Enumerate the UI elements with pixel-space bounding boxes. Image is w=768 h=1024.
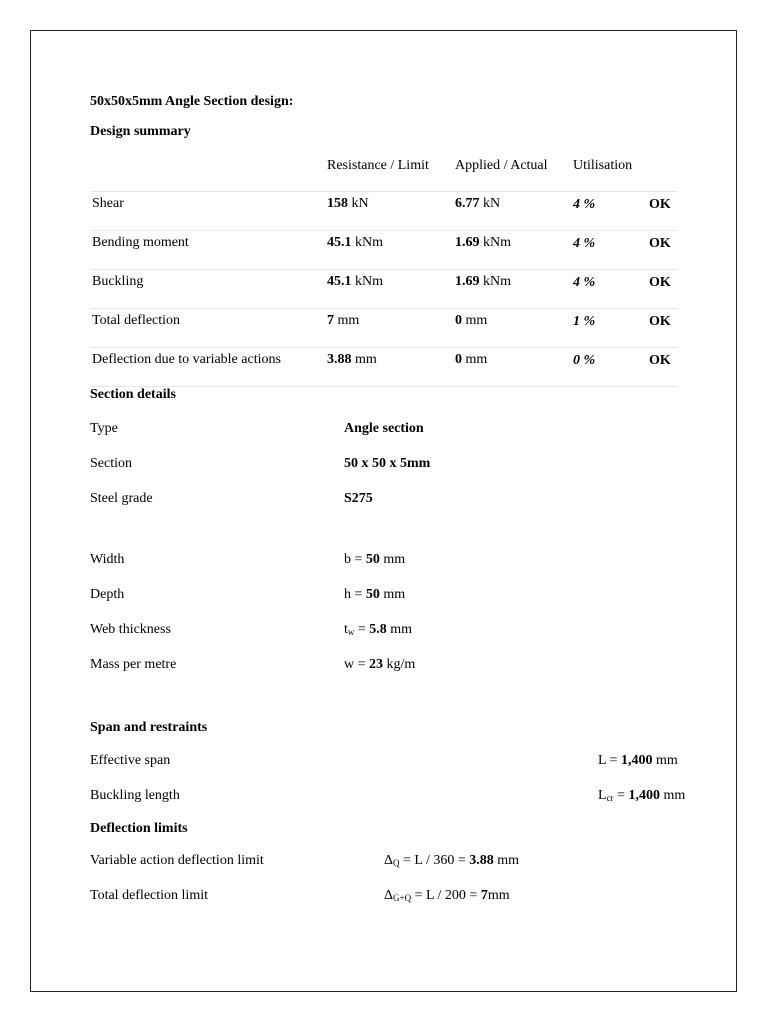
table-row-label: Deflection due to variable actions xyxy=(92,352,281,367)
table-row-label: Buckling xyxy=(92,274,144,289)
resistance-value: 3.88 mm xyxy=(327,352,377,367)
row-divider xyxy=(91,230,677,231)
applied-value: 0 mm xyxy=(455,352,488,367)
span-restraints-heading: Span and restraints xyxy=(90,720,208,735)
resistance-value: 45.1 kNm xyxy=(327,235,383,250)
row-divider xyxy=(91,191,677,192)
section-details-heading: Section details xyxy=(90,387,176,402)
type-value: Angle section xyxy=(344,421,424,436)
effective-span-value: L = 1,400 mm xyxy=(598,753,678,768)
utilisation-value: 1 % xyxy=(573,314,596,329)
mass-label: Mass per metre xyxy=(90,657,177,672)
header-utilisation: Utilisation xyxy=(573,158,633,173)
row-divider xyxy=(91,269,677,270)
header-applied: Applied / Actual xyxy=(455,158,548,173)
status-ok: OK xyxy=(649,197,671,212)
web-thickness-value: $t_w = 5.8$ mm xyxy=(344,622,413,637)
total-deflection-label: Total deflection limit xyxy=(90,888,208,903)
steel-grade-value: S275 xyxy=(344,491,373,506)
deflection-limits-heading: Deflection limits xyxy=(90,821,188,836)
section-value: 50 x 50 x 5mm xyxy=(344,456,431,471)
design-summary-heading: Design summary xyxy=(90,124,191,139)
table-row-label: Bending moment xyxy=(92,235,189,250)
table-row-label: Shear xyxy=(92,196,124,211)
variable-deflection-label: Variable action deflection limit xyxy=(90,853,264,868)
applied-value: 0 mm xyxy=(455,313,488,328)
variable-deflection-value: $\Delta_Q = L / 360 = 3.88$ mm xyxy=(384,853,520,868)
utilisation-value: 4 % xyxy=(573,197,596,212)
applied-value: 1.69 kNm xyxy=(455,235,511,250)
applied-value: 1.69 kNm xyxy=(455,274,511,289)
row-divider xyxy=(91,386,677,387)
status-ok: OK xyxy=(649,275,671,290)
buckling-length-value: $L_{cr} = 1,400$ mm xyxy=(598,788,686,803)
depth-label: Depth xyxy=(90,587,125,602)
utilisation-value: 4 % xyxy=(573,275,596,290)
mass-value: w = 23 kg/m xyxy=(344,657,416,672)
row-divider xyxy=(91,308,677,309)
status-ok: OK xyxy=(649,353,671,368)
header-resistance: Resistance / Limit xyxy=(327,158,429,173)
steel-grade-label: Steel grade xyxy=(90,491,153,506)
total-deflection-value: $\Delta_{G+Q} = L / 200 = 7mm$ xyxy=(384,888,510,903)
width-label: Width xyxy=(90,552,125,567)
utilisation-value: 0 % xyxy=(573,353,596,368)
resistance-value: 7 mm xyxy=(327,313,360,328)
resistance-value: 45.1 kNm xyxy=(327,274,383,289)
resistance-value: 158 kN xyxy=(327,196,369,211)
type-label: Type xyxy=(90,421,118,436)
status-ok: OK xyxy=(649,314,671,329)
effective-span-label: Effective span xyxy=(90,753,171,768)
applied-value: 6.77 kN xyxy=(455,196,501,211)
utilisation-value: 4 % xyxy=(573,236,596,251)
table-row-label: Total deflection xyxy=(92,313,181,328)
status-ok: OK xyxy=(649,236,671,251)
buckling-length-label: Buckling length xyxy=(90,788,180,803)
web-thickness-label: Web thickness xyxy=(90,622,171,637)
document-title: 50x50x5mm Angle Section design: xyxy=(90,94,294,109)
depth-value: h = 50 mm xyxy=(344,587,406,602)
section-label: Section xyxy=(90,456,132,471)
width-value: b = 50 mm xyxy=(344,552,406,567)
row-divider xyxy=(91,347,677,348)
